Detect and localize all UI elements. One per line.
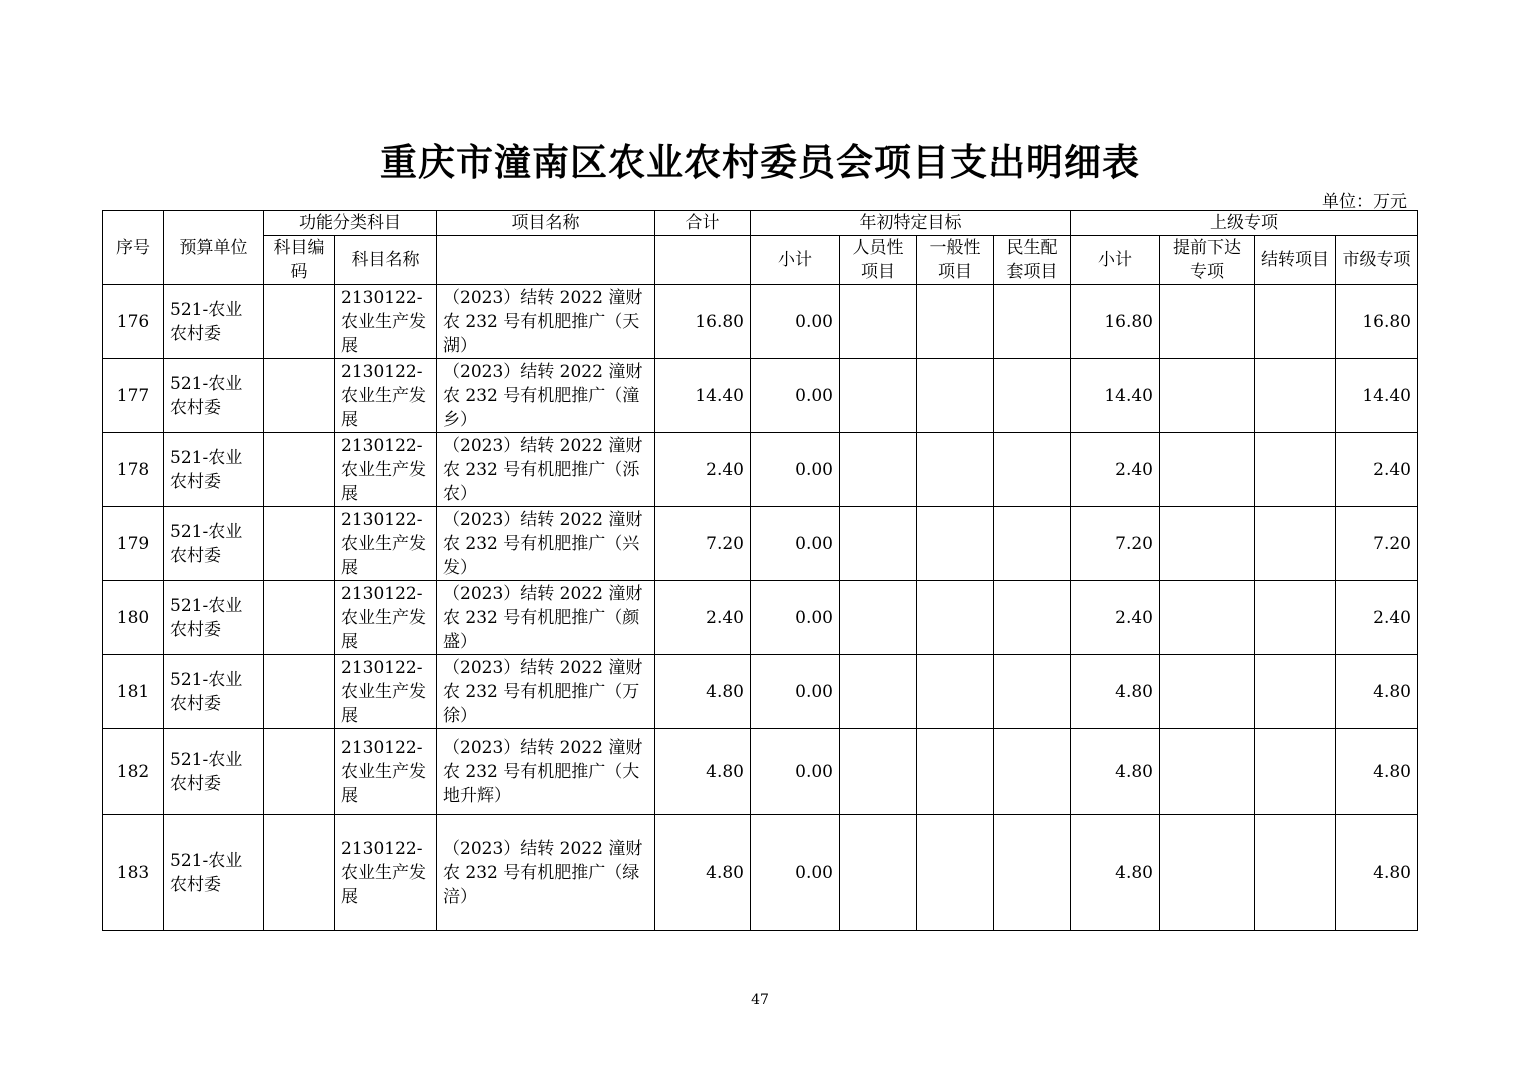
cell-code [264, 359, 335, 433]
cell-seq: 182 [103, 729, 164, 815]
cell-personnel [840, 433, 917, 507]
cell-seq: 178 [103, 433, 164, 507]
cell-carryover [1255, 729, 1336, 815]
cell-project: （2023）结转 2022 潼财农 232 号有机肥推广（颜盛） [437, 581, 655, 655]
cell-project: （2023）结转 2022 潼财农 232 号有机肥推广（泺农） [437, 433, 655, 507]
cell-annual-subtotal: 0.00 [751, 729, 840, 815]
cell-annual-subtotal: 0.00 [751, 359, 840, 433]
cell-carryover [1255, 581, 1336, 655]
header-subject-name: 科目名称 [335, 236, 437, 285]
cell-livelihood [994, 285, 1071, 359]
cell-subject: 2130122-农业生产发展 [335, 507, 437, 581]
cell-livelihood [994, 433, 1071, 507]
cell-carryover [1255, 359, 1336, 433]
header-row-1 [103, 211, 1418, 236]
cell-advance [1160, 433, 1255, 507]
cell-livelihood [994, 815, 1071, 931]
cell-superior-subtotal: 14.40 [1071, 359, 1160, 433]
cell-code [264, 729, 335, 815]
cell-general [917, 285, 994, 359]
header-general: 一般性项目 [917, 236, 994, 285]
cell-project: （2023）结转 2022 潼财农 232 号有机肥推广（大地升辉） [437, 729, 655, 815]
cell-annual-subtotal: 0.00 [751, 433, 840, 507]
cell-project: （2023）结转 2022 潼财农 232 号有机肥推广（潼乡） [437, 359, 655, 433]
cell-subject: 2130122-农业生产发展 [335, 815, 437, 931]
cell-general [917, 507, 994, 581]
cell-superior-subtotal: 16.80 [1071, 285, 1160, 359]
cell-unit: 521-农业农村委 [164, 655, 264, 729]
cell-advance [1160, 359, 1255, 433]
cell-unit: 521-农业农村委 [164, 507, 264, 581]
cell-livelihood [994, 655, 1071, 729]
cell-personnel [840, 581, 917, 655]
table-row [103, 815, 1418, 931]
cell-code [264, 285, 335, 359]
cell-livelihood [994, 729, 1071, 815]
cell-annual-subtotal: 0.00 [751, 655, 840, 729]
cell-project: （2023）结转 2022 潼财农 232 号有机肥推广（天湖） [437, 285, 655, 359]
cell-subject: 2130122-农业生产发展 [335, 433, 437, 507]
cell-total: 7.20 [655, 507, 751, 581]
cell-unit: 521-农业农村委 [164, 729, 264, 815]
cell-superior-subtotal: 7.20 [1071, 507, 1160, 581]
cell-advance [1160, 815, 1255, 931]
cell-code [264, 507, 335, 581]
cell-carryover [1255, 815, 1336, 931]
cell-city: 14.40 [1336, 359, 1418, 433]
cell-advance [1160, 581, 1255, 655]
cell-city: 2.40 [1336, 581, 1418, 655]
cell-city: 2.40 [1336, 433, 1418, 507]
cell-carryover [1255, 433, 1336, 507]
cell-code [264, 433, 335, 507]
cell-unit: 521-农业农村委 [164, 581, 264, 655]
cell-carryover [1255, 507, 1336, 581]
cell-superior-subtotal: 4.80 [1071, 729, 1160, 815]
cell-subject: 2130122-农业生产发展 [335, 359, 437, 433]
cell-personnel [840, 729, 917, 815]
page-number: 47 [751, 992, 769, 1008]
cell-general [917, 581, 994, 655]
cell-total: 14.40 [655, 359, 751, 433]
cell-carryover [1255, 655, 1336, 729]
cell-code [264, 815, 335, 931]
cell-annual-subtotal: 0.00 [751, 581, 840, 655]
table-row [103, 655, 1418, 729]
cell-seq: 183 [103, 815, 164, 931]
page-title: 重庆市潼南区农业农村委员会项目支出明细表 [380, 140, 1140, 184]
cell-livelihood [994, 581, 1071, 655]
cell-livelihood [994, 507, 1071, 581]
cell-project: （2023）结转 2022 潼财农 232 号有机肥推广（兴发） [437, 507, 655, 581]
cell-total: 4.80 [655, 815, 751, 931]
cell-seq: 179 [103, 507, 164, 581]
table-row [103, 729, 1418, 815]
cell-city: 4.80 [1336, 815, 1418, 931]
cell-personnel [840, 359, 917, 433]
cell-subject: 2130122-农业生产发展 [335, 581, 437, 655]
unit-label: 单位：万元 [1322, 192, 1407, 212]
cell-annual-subtotal: 0.00 [751, 285, 840, 359]
cell-general [917, 433, 994, 507]
cell-advance [1160, 507, 1255, 581]
cell-superior-subtotal: 4.80 [1071, 815, 1160, 931]
cell-total: 2.40 [655, 581, 751, 655]
table-row [103, 581, 1418, 655]
cell-subject: 2130122-农业生产发展 [335, 729, 437, 815]
cell-personnel [840, 285, 917, 359]
cell-total: 2.40 [655, 433, 751, 507]
table-row [103, 285, 1418, 359]
cell-personnel [840, 815, 917, 931]
header-annual-subtotal: 小计 [751, 236, 840, 285]
table-row [103, 359, 1418, 433]
cell-advance [1160, 729, 1255, 815]
header-subject-code: 科目编码 [264, 236, 335, 285]
header-superior: 上级专项 [1071, 211, 1418, 236]
header-livelihood: 民生配套项目 [994, 236, 1071, 285]
cell-advance [1160, 285, 1255, 359]
header-project-name-blank [437, 236, 655, 285]
cell-code [264, 655, 335, 729]
cell-advance [1160, 655, 1255, 729]
cell-subject: 2130122-农业生产发展 [335, 655, 437, 729]
header-city: 市级专项 [1336, 236, 1418, 285]
cell-annual-subtotal: 0.00 [751, 815, 840, 931]
expenditure-table [102, 210, 1418, 931]
header-row-2 [103, 236, 1418, 285]
cell-total: 4.80 [655, 655, 751, 729]
cell-personnel [840, 655, 917, 729]
header-annual-target: 年初特定目标 [751, 211, 1071, 236]
cell-total: 16.80 [655, 285, 751, 359]
header-project-name: 项目名称 [437, 211, 655, 236]
cell-annual-subtotal: 0.00 [751, 507, 840, 581]
table-row [103, 433, 1418, 507]
header-budget-unit: 预算单位 [164, 211, 264, 285]
cell-unit: 521-农业农村委 [164, 359, 264, 433]
header-total-blank [655, 236, 751, 285]
header-superior-subtotal: 小计 [1071, 236, 1160, 285]
cell-seq: 177 [103, 359, 164, 433]
cell-code [264, 581, 335, 655]
cell-superior-subtotal: 2.40 [1071, 433, 1160, 507]
cell-project: （2023）结转 2022 潼财农 232 号有机肥推广（万徐） [437, 655, 655, 729]
cell-general [917, 655, 994, 729]
header-personnel: 人员性项目 [840, 236, 917, 285]
header-func-class: 功能分类科目 [264, 211, 437, 236]
cell-unit: 521-农业农村委 [164, 815, 264, 931]
cell-livelihood [994, 359, 1071, 433]
cell-city: 16.80 [1336, 285, 1418, 359]
cell-city: 4.80 [1336, 655, 1418, 729]
cell-seq: 180 [103, 581, 164, 655]
cell-general [917, 729, 994, 815]
cell-personnel [840, 507, 917, 581]
cell-unit: 521-农业农村委 [164, 285, 264, 359]
table-row [103, 507, 1418, 581]
cell-subject: 2130122-农业生产发展 [335, 285, 437, 359]
header-seq: 序号 [103, 211, 164, 285]
header-carryover: 结转项目 [1255, 236, 1336, 285]
cell-seq: 176 [103, 285, 164, 359]
header-total: 合计 [655, 211, 751, 236]
cell-total: 4.80 [655, 729, 751, 815]
cell-city: 4.80 [1336, 729, 1418, 815]
cell-seq: 181 [103, 655, 164, 729]
header-advance: 提前下达专项 [1160, 236, 1255, 285]
cell-project: （2023）结转 2022 潼财农 232 号有机肥推广（绿涪） [437, 815, 655, 931]
cell-superior-subtotal: 2.40 [1071, 581, 1160, 655]
cell-city: 7.20 [1336, 507, 1418, 581]
cell-unit: 521-农业农村委 [164, 433, 264, 507]
cell-superior-subtotal: 4.80 [1071, 655, 1160, 729]
cell-carryover [1255, 285, 1336, 359]
cell-general [917, 359, 994, 433]
cell-general [917, 815, 994, 931]
